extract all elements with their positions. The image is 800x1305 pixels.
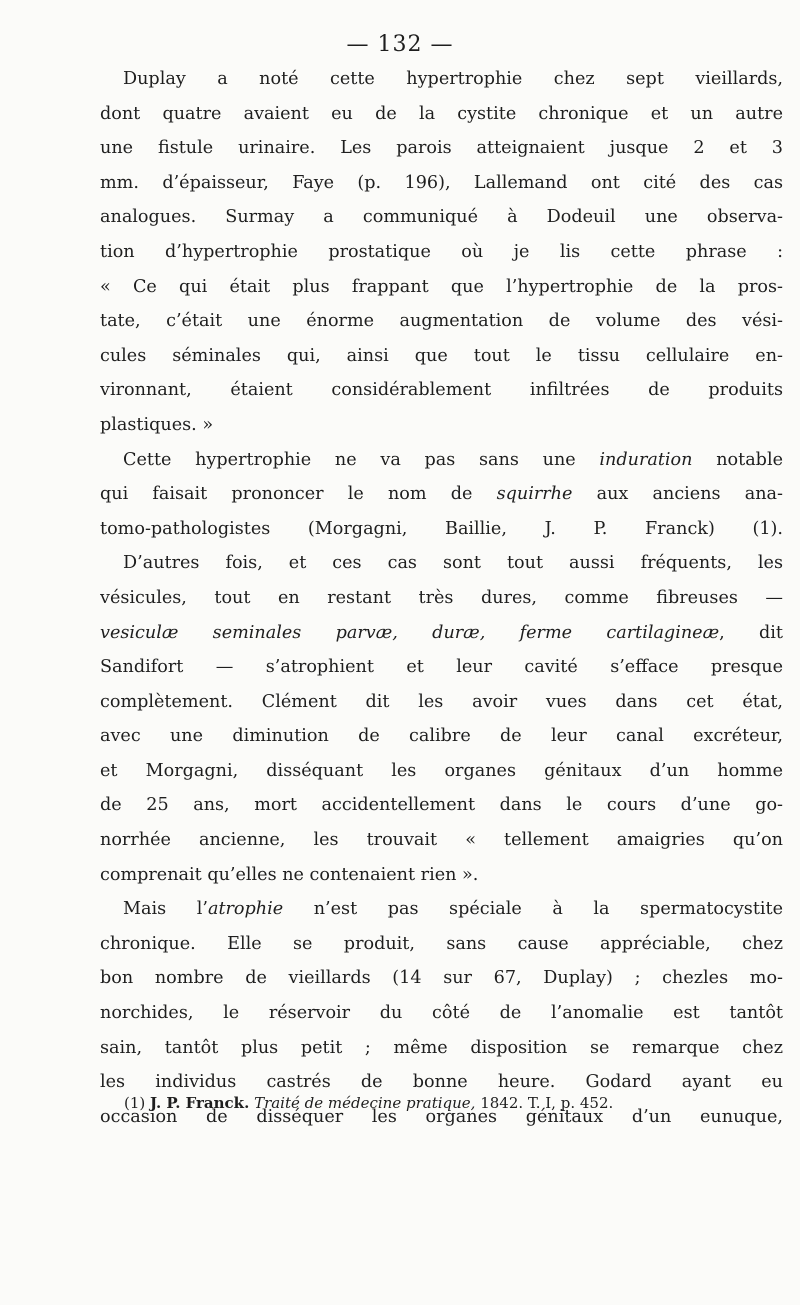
- text-line: cules séminales qui, ainsi que tout le tissu cellulaire en-: [100, 345, 783, 366]
- text-line: analogues. Surmay a communiqué à Dodeuil une observa-: [100, 207, 783, 228]
- footnote-title: Traité de médecine pratique,: [249, 1094, 476, 1112]
- footnote-marker: (1): [124, 1094, 151, 1112]
- text-line: [100, 892, 783, 927]
- page-number: — 132 —: [346, 32, 454, 57]
- text-line: Duplay a noté cette hypertrophie chez sept vieillards,: [123, 69, 783, 89]
- text-line: complètement. Clément dit les avoir vues dans cet état,: [100, 691, 783, 712]
- italic-term: vesiculæ seminales parvæ, duræ, ferme cartilagineæ: [100, 622, 720, 643]
- text-line: et Morgagni, disséquant les organes génitaux d’un homme: [100, 760, 783, 781]
- text-run: Mais l’: [123, 899, 208, 920]
- text-line: chronique. Elle se produit, sans cause appréciable, chez: [100, 933, 783, 954]
- text-line: [100, 477, 783, 512]
- text-run: , dit: [719, 622, 783, 643]
- footnote-details: 1842. T. I, p. 452.: [475, 1094, 614, 1112]
- text-line: vésicules, tout en restant très dures, comme fibreuses —: [100, 587, 783, 608]
- text-line: mm. d’épaisseur, Faye (p. 196), Lallemand ont cité des cas: [100, 172, 783, 193]
- text-line: avec une diminution de calibre de leur canal excréteur,: [100, 726, 783, 747]
- text-line: bon nombre de vieillards (14 sur 67, Duplay) ; chezles mo-: [100, 968, 783, 989]
- text-line: comprenait qu’elles ne contenaient rien ».: [100, 864, 479, 885]
- text-run: notable: [692, 449, 783, 470]
- text-run: aux anciens ana-: [572, 484, 783, 505]
- text-line: les individus castrés de bonne heure. Godard ayant eu: [100, 1072, 783, 1093]
- text-run: qui faisait prononcer le nom de: [100, 484, 497, 505]
- italic-term: induration: [599, 449, 693, 470]
- text-line: dont quatre avaient eu de la cystite chronique et un autre: [100, 103, 783, 124]
- text-line: tion d’hypertrophie prostatique où je lis cette phrase :: [100, 241, 783, 262]
- text-run: n’est pas spéciale à la spermatocystite: [283, 899, 783, 920]
- text-line: norrhée ancienne, les trouvait « tellement amaigries qu’on: [100, 830, 783, 851]
- text-line: vironnant, étaient considérablement infiltrées de produits: [100, 380, 783, 401]
- italic-term: atrophie: [207, 899, 284, 920]
- text-line: norchides, le réservoir du côté de l’anomalie est tantôt: [100, 1003, 783, 1024]
- text-line: [100, 443, 783, 478]
- text-line: une fistule urinaire. Les parois atteignaient jusque 2 et 3: [100, 138, 783, 159]
- text-line: D’autres fois, et ces cas sont tout aussi fréquents, les: [123, 553, 783, 574]
- italic-term: squirrhe: [496, 484, 573, 505]
- text-line: occasion de disséquer les organes génitaux d’un eunuque,: [100, 1106, 783, 1127]
- text-line: sain, tantôt plus petit ; même disposition se remarque chez: [100, 1037, 783, 1058]
- text-line: Sandifort — s’atrophient et leur cavité s’efface presque: [100, 657, 783, 678]
- footnote-author: J. P. Franck.: [150, 1094, 250, 1112]
- body-text: [100, 62, 783, 1134]
- text-line: tate, c’était une énorme augmentation de volume des vési-: [100, 311, 783, 332]
- text-line: [100, 616, 783, 651]
- text-line: « Ce qui était plus frappant que l’hypertrophie de la pros-: [100, 276, 783, 297]
- text-line: de 25 ans, mort accidentellement dans le cours d’une go-: [100, 795, 783, 816]
- text-line: plastiques. »: [100, 414, 214, 435]
- footnote: [124, 1093, 784, 1113]
- text-line: tomo-pathologistes (Morgagni, Baillie, J. P. Franck) (1).: [100, 518, 783, 539]
- text-run: Cette hypertrophie ne va pas sans une: [123, 449, 600, 470]
